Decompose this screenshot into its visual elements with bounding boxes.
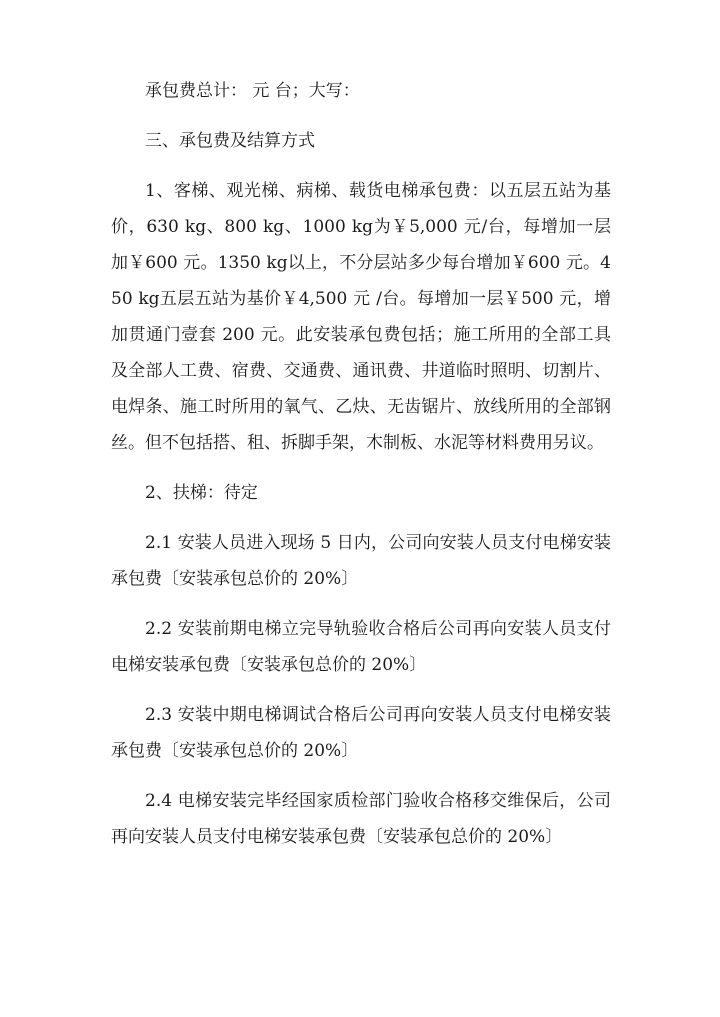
payment-stage-2-3: 2.3 安装中期电梯调试合格后公司再向安装人员支付电梯安装承包费〔安装承包总价的 20%〕 <box>111 705 611 761</box>
payment-stage-2-4: 2.4 电梯安装完毕经国家质检部门验收合格移交维保后，公司再向安装人员支付电梯安装承包费〔安装承包总价的 20%〕 <box>111 791 611 847</box>
payment-stage-2-2: 2.2 安装前期电梯立完导轨验收合格后公司再向安装人员支付电梯安装承包费〔安装承包总价的 20%〕 <box>111 619 611 675</box>
payment-stage-2-1: 2.1 安装人员进入现场 5 日内，公司向安装人员支付电梯安装承包费〔安装承包总价的 20%〕 <box>111 533 611 589</box>
document-body <box>111 73 611 855</box>
contract-total-line: 承包费总计： 元 台；大写： <box>145 81 360 101</box>
escalator-fee-paragraph: 2、扶梯：待定 <box>145 483 258 503</box>
section-heading-payment: 三、承包费及结算方式 <box>145 131 315 151</box>
passenger-elevator-fee-paragraph: 1、客梯、观光梯、病梯、载货电梯承包费：以五层五站为基价，630 kg、800 kg、1000 kg为￥5,000 元/台，每增加一层加￥600 元。1350 kg以上，不分层站多少每台增加￥600 元。450 kg五层五站为基价￥4,500 元 /台。每增加一层￥500 元，增加贯通门壹套 200 元。此安装承包费包括；施工所用的全部工具及全部人工费、宿费、交通费、通讯费、井道临时照明、切割片、电焊条、施工时所用的氧气、乙炔、无齿锯片、放线所用的全部钢丝。但不包括搭、租、拆脚手架，木制板、水泥等材料费用另议。 <box>111 181 611 453</box>
